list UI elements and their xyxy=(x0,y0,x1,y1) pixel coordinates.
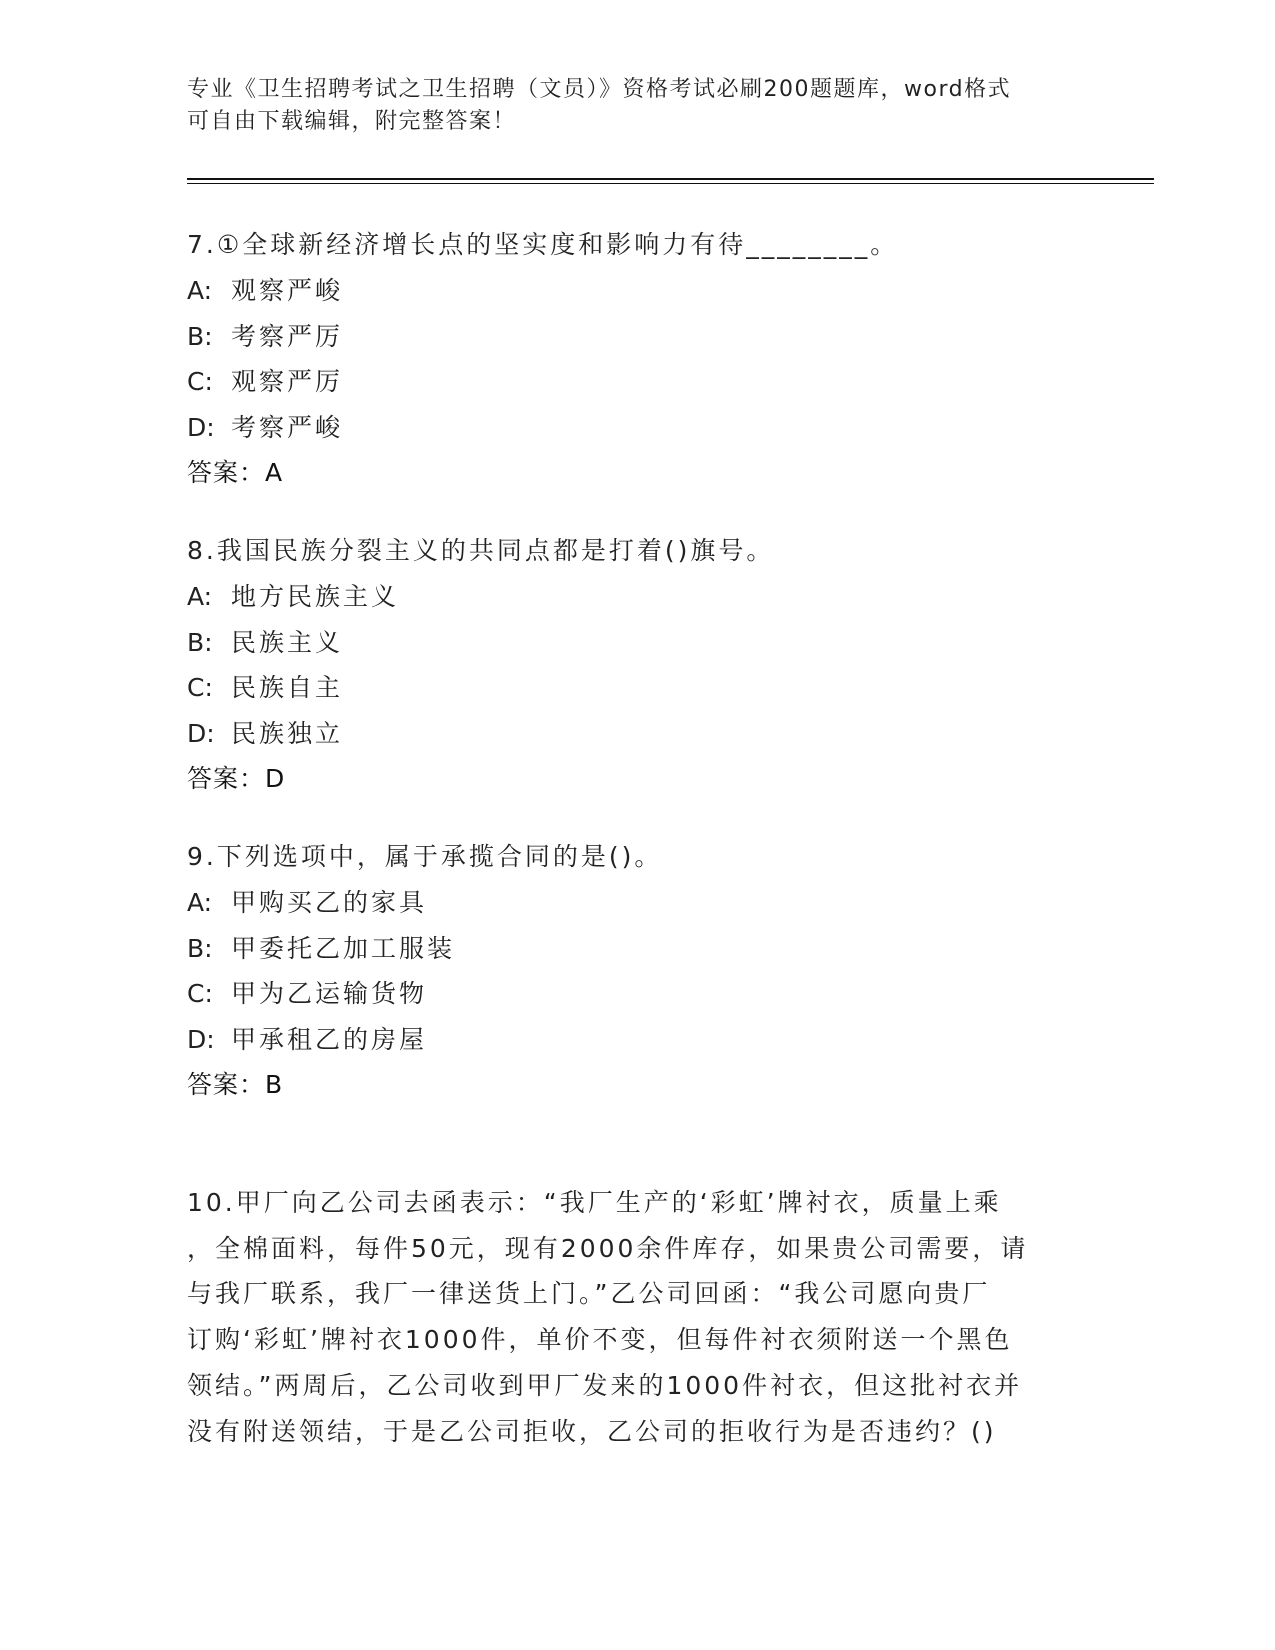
option-text: 民族自主 xyxy=(231,673,344,702)
question-line: 领结。”两周后，乙公司收到甲厂发来的1000件衬衣，但这批衬衣并 xyxy=(187,1370,1023,1400)
option-text: 考察严峻 xyxy=(231,412,344,442)
option-text: 甲承租乙的房屋 xyxy=(231,1024,428,1054)
option-letter: B: xyxy=(187,933,213,963)
option-text: 民族主义 xyxy=(231,627,344,657)
answer: 答案：A xyxy=(187,458,284,487)
option-letter: A: xyxy=(187,582,213,611)
option-letter: D: xyxy=(187,1024,215,1054)
option-letter: B: xyxy=(187,321,213,351)
question-10 xyxy=(187,1180,1087,1454)
header-line-2: 可自由下载编辑，附完整答案！ xyxy=(187,109,517,134)
option-c xyxy=(187,665,1087,711)
document-header xyxy=(187,74,1067,138)
option-text: 甲委托乙加工服装 xyxy=(231,933,456,963)
option-d xyxy=(187,405,1087,451)
option-b xyxy=(187,314,1087,360)
option-letter: A: xyxy=(187,276,213,305)
question-line: 没有附送领结，于是乙公司拒收，乙公司的拒收行为是否违约？() xyxy=(187,1416,997,1446)
option-a xyxy=(187,268,1087,314)
option-text: 民族独立 xyxy=(231,718,344,748)
option-a xyxy=(187,880,1087,926)
option-text: 观察严厉 xyxy=(231,367,344,396)
option-letter: D: xyxy=(187,412,215,442)
option-a xyxy=(187,574,1087,620)
answer: 答案：D xyxy=(187,764,286,793)
question-line: 10.甲厂向乙公司去函表示：“我厂生产的‘彩虹’牌衬衣，质量上乘 xyxy=(187,1188,1002,1217)
option-letter: C: xyxy=(187,979,213,1008)
header-divider-thick xyxy=(187,178,1154,180)
option-letter: C: xyxy=(187,367,213,396)
option-c xyxy=(187,359,1087,405)
question-line: 订购‘彩虹’牌衬衣1000件，单价不变，但每件衬衣须附送一个黑色 xyxy=(187,1325,1013,1355)
option-c xyxy=(187,971,1087,1017)
question-9 xyxy=(187,834,1087,1108)
option-letter: B: xyxy=(187,627,213,657)
option-text: 考察严厉 xyxy=(231,321,344,351)
question-stem: 9.下列选项中，属于承揽合同的是()。 xyxy=(187,842,663,871)
question-7 xyxy=(187,222,1087,496)
option-text: 地方民族主义 xyxy=(231,582,400,611)
question-line: 与我厂联系，我厂一律送货上门。”乙公司回函：“我公司愿向贵厂 xyxy=(187,1279,991,1309)
option-b xyxy=(187,926,1087,972)
question-line: ，全棉面料，每件50元，现有2000余件库存，如果贵公司需要，请 xyxy=(187,1233,1029,1263)
answer: 答案：B xyxy=(187,1070,284,1099)
option-b xyxy=(187,620,1087,666)
question-stem: 8.我国民族分裂主义的共同点都是打着()旗号。 xyxy=(187,536,775,565)
question-stem: 7.①全球新经济增长点的坚实度和影响力有待________。 xyxy=(187,230,899,259)
option-text: 甲购买乙的家具 xyxy=(231,888,428,917)
option-text: 甲为乙运输货物 xyxy=(231,979,428,1008)
option-d xyxy=(187,711,1087,757)
question-8 xyxy=(187,528,1087,802)
option-letter: A: xyxy=(187,888,213,917)
header-line-1: 专业《卫生招聘考试之卫生招聘（文员）》资格考试必刷200题题库，word格式 xyxy=(187,77,1012,102)
option-text: 观察严峻 xyxy=(231,276,344,305)
option-letter: D: xyxy=(187,718,215,748)
header-divider-thin xyxy=(187,183,1154,184)
option-letter: C: xyxy=(187,673,213,702)
option-d xyxy=(187,1017,1087,1063)
